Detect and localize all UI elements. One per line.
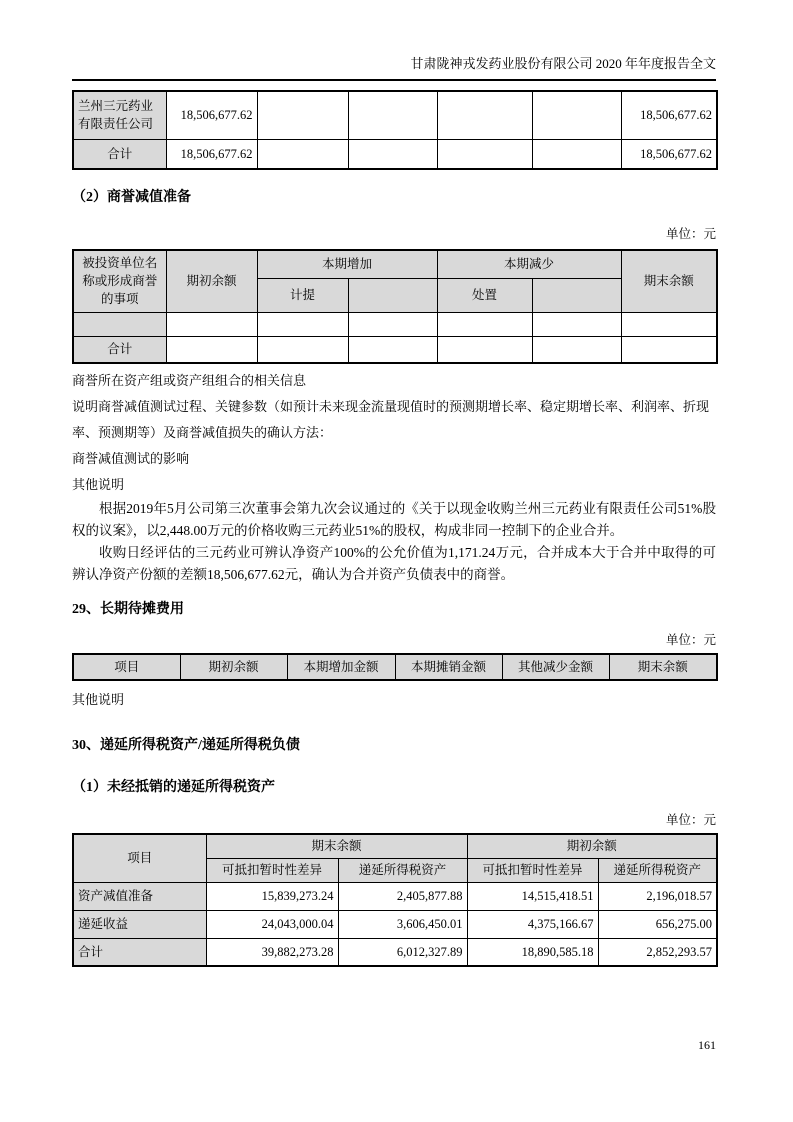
empty-cell — [532, 312, 621, 336]
item-cell: 资产减值准备 — [73, 882, 206, 910]
other-remarks-label: 其他说明 — [72, 692, 125, 707]
table-row — [73, 91, 717, 139]
closing-balance-cell: 18,506,677.62 — [621, 139, 717, 169]
unit-label: 单位：元 — [665, 813, 716, 827]
table-row — [73, 910, 717, 938]
increase-group-header: 本期增加 — [257, 250, 437, 278]
table-header-row — [73, 834, 717, 858]
opening-balance-group-header: 期初余额 — [467, 834, 717, 858]
empty-cell — [348, 91, 437, 139]
note-impairment-test-process: 说明商誉减值测试过程、关键参数（如预计未来现金流量现值时的预测期增长率、稳定期增长率、利润率、折现率、预测期等）及商誉减值损失的确认方法： — [72, 399, 710, 440]
goodwill-notes — [72, 368, 716, 498]
empty-cell — [348, 139, 437, 169]
unit-label: 单位：元 — [665, 227, 716, 241]
empty-cell — [437, 91, 532, 139]
item-header: 项目 — [73, 834, 206, 882]
value-cell: 2,196,018.57 — [598, 882, 717, 910]
opening-balance-cell: 18,506,677.62 — [166, 91, 257, 139]
value-cell: 3,606,450.01 — [338, 910, 467, 938]
opening-balance-cell: 18,506,677.62 — [166, 139, 257, 169]
value-cell: 24,043,000.04 — [206, 910, 338, 938]
goodwill-recognition-paragraph: 收购日经评估的三元药业可辨认净资产100%的公允价值为1,171.24万元，合并成本大于合并中取得的可辨认净资产份额的差额18,506,677.62元，确认为合并资产负债表中的商誉。 — [72, 545, 716, 582]
empty-cell — [166, 312, 257, 336]
value-cell: 18,890,585.18 — [467, 938, 598, 966]
total-label-cell: 合计 — [73, 336, 166, 363]
closing-balance-header: 期末余额 — [609, 654, 717, 680]
empty-cell — [437, 139, 532, 169]
deductible-difference-header: 可抵扣暂时性差异 — [206, 858, 338, 882]
empty-cell — [532, 336, 621, 363]
page-content — [72, 0, 716, 967]
table-row-total — [73, 938, 717, 966]
value-cell: 14,515,418.51 — [467, 882, 598, 910]
empty-subheader-cell — [348, 278, 437, 312]
table-header-row — [73, 654, 717, 680]
decrease-group-header: 本期减少 — [437, 250, 621, 278]
long-term-deferred-expense-heading: 29、长期待摊费用 — [72, 602, 184, 617]
table-row-total — [73, 336, 717, 363]
empty-cell — [532, 139, 621, 169]
deferred-tax-heading: 30、递延所得税资产/递延所得税负债 — [72, 738, 300, 753]
empty-cell — [257, 312, 348, 336]
empty-cell — [348, 312, 437, 336]
empty-cell — [532, 91, 621, 139]
disposal-subheader: 处置 — [437, 278, 532, 312]
item-header: 项目 — [73, 654, 180, 680]
empty-cell — [73, 312, 166, 336]
note-asset-group-info: 商誉所在资产组或资产组组合的相关信息 — [72, 373, 307, 388]
provision-subheader: 计提 — [257, 278, 348, 312]
value-cell: 4,375,166.67 — [467, 910, 598, 938]
table-row-empty — [73, 312, 717, 336]
table-row-total — [73, 139, 717, 169]
value-cell: 39,882,273.28 — [206, 938, 338, 966]
value-cell: 656,275.00 — [598, 910, 717, 938]
empty-cell — [621, 336, 717, 363]
closing-balance-group-header: 期末余额 — [206, 834, 467, 858]
goodwill-impairment-table — [72, 249, 718, 364]
empty-cell — [257, 336, 348, 363]
empty-cell — [621, 312, 717, 336]
unit-label: 单位：元 — [665, 633, 716, 647]
deferred-tax-asset-header: 递延所得税资产 — [598, 858, 717, 882]
empty-subheader-cell — [532, 278, 621, 312]
value-cell: 2,852,293.57 — [598, 938, 717, 966]
note-other-remarks-label: 其他说明 — [72, 477, 125, 492]
empty-cell — [348, 336, 437, 363]
empty-cell — [437, 336, 532, 363]
report-header-title: 甘肃陇神戎发药业股份有限公司 2020 年年度报告全文 — [72, 55, 716, 81]
table-header-row — [73, 250, 717, 278]
col1-header-cell: 被投资单位名称或形成商誉的事项 — [73, 250, 166, 312]
page-number: 161 — [698, 1038, 716, 1052]
empty-cell — [166, 336, 257, 363]
investee-name-cell: 兰州三元药业有限责任公司 — [73, 91, 166, 139]
item-cell: 递延收益 — [73, 910, 206, 938]
deferred-tax-asset-header: 递延所得税资产 — [338, 858, 467, 882]
long-term-deferred-expense-table — [72, 653, 718, 681]
opening-balance-header: 期初余额 — [166, 250, 257, 312]
empty-cell — [257, 91, 348, 139]
deferred-tax-assets-table — [72, 833, 718, 967]
goodwill-impairment-heading: （2）商誉减值准备 — [72, 190, 191, 205]
closing-balance-cell: 18,506,677.62 — [621, 91, 717, 139]
value-cell: 15,839,273.24 — [206, 882, 338, 910]
total-label-cell: 合计 — [73, 139, 166, 169]
acquisition-paragraph: 根据2019年5月公司第三次董事会第九次会议通过的《关于以现金收购兰州三元药业有限责任公司51%股权的议案》，以2,448.00万元的价格收购三元药业51%的股权，构成非同一控制下的企业合并。 — [72, 501, 716, 538]
unoffset-deferred-tax-subheading: （1）未经抵销的递延所得税资产 — [72, 780, 275, 795]
value-cell: 6,012,327.89 — [338, 938, 467, 966]
increase-amount-header: 本期增加金额 — [287, 654, 395, 680]
table-row — [73, 882, 717, 910]
opening-balance-header: 期初余额 — [180, 654, 287, 680]
amortization-amount-header: 本期摊销金额 — [395, 654, 502, 680]
other-decrease-header: 其他减少金额 — [502, 654, 609, 680]
empty-cell — [257, 139, 348, 169]
note-impairment-test-impact: 商誉减值测试的影响 — [72, 451, 190, 466]
empty-cell — [437, 312, 532, 336]
investee-goodwill-table — [72, 90, 718, 170]
total-label-cell: 合计 — [73, 938, 206, 966]
deductible-difference-header: 可抵扣暂时性差异 — [467, 858, 598, 882]
closing-balance-header: 期末余额 — [621, 250, 717, 312]
value-cell: 2,405,877.88 — [338, 882, 467, 910]
